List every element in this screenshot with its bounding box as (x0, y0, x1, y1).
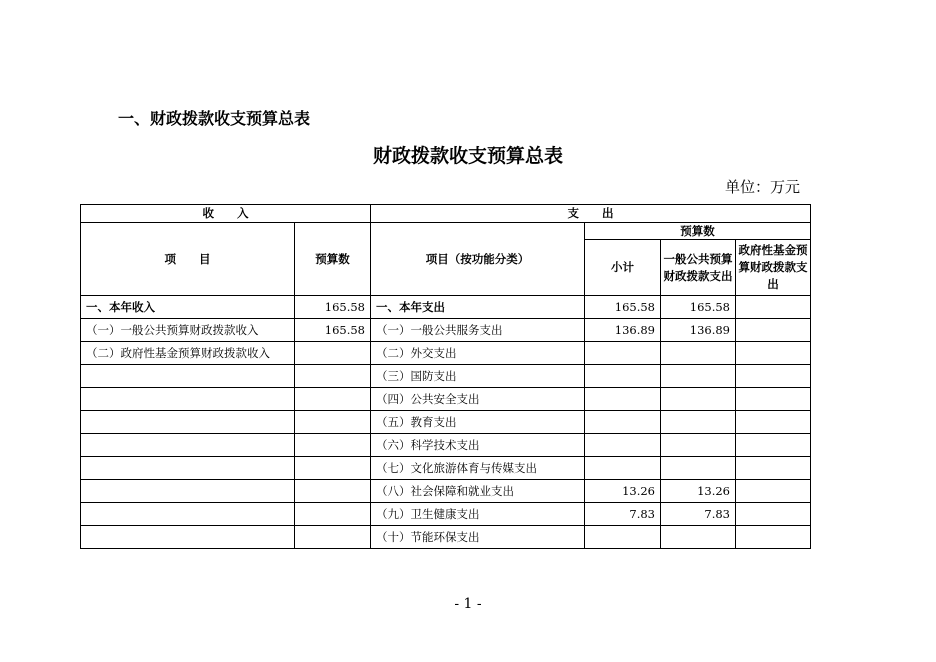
subtotal-cell (585, 457, 661, 480)
budget-header: 预算数 (295, 223, 371, 296)
income-item-cell (81, 388, 295, 411)
expense-item-cell: 一、本年支出 (371, 296, 585, 319)
expense-item-cell: （四）公共安全支出 (371, 388, 585, 411)
table-row (81, 411, 811, 434)
income-item-cell (81, 411, 295, 434)
fund-budget-cell (736, 388, 811, 411)
subtotal-cell (585, 526, 661, 549)
header-row-1 (81, 205, 811, 223)
general-budget-cell (661, 342, 736, 365)
table-row (81, 457, 811, 480)
income-budget-cell (295, 365, 371, 388)
table-row (81, 296, 811, 319)
income-item-cell: （二）政府性基金预算财政拨款收入 (81, 342, 295, 365)
expense-item-cell: （五）教育支出 (371, 411, 585, 434)
table-row (81, 342, 811, 365)
fund-budget-cell (736, 434, 811, 457)
income-item-cell (81, 434, 295, 457)
expense-item-cell: （三）国防支出 (371, 365, 585, 388)
general-budget-cell (661, 457, 736, 480)
expense-item-cell: （六）科学技术支出 (371, 434, 585, 457)
table-row (81, 434, 811, 457)
subtotal-cell (585, 411, 661, 434)
income-item-cell (81, 365, 295, 388)
table-row (81, 526, 811, 549)
subtotal-cell: 165.58 (585, 296, 661, 319)
income-budget-cell (295, 526, 371, 549)
expense-header: 支 出 (371, 205, 811, 223)
fund-budget-cell (736, 503, 811, 526)
fund-budget-cell (736, 296, 811, 319)
header-row-2 (81, 223, 811, 240)
subtotal-cell: 136.89 (585, 319, 661, 342)
income-item-cell: （一）一般公共预算财政拨款收入 (81, 319, 295, 342)
income-budget-cell (295, 411, 371, 434)
table-row (81, 388, 811, 411)
general-budget-cell (661, 388, 736, 411)
fund-budget-header: 政府性基金预算财政拨款支出 (736, 240, 811, 296)
budget-table (80, 204, 811, 549)
general-budget-cell: 136.89 (661, 319, 736, 342)
income-header: 收 入 (81, 205, 371, 223)
general-budget-cell (661, 526, 736, 549)
item-func-header: 项目（按功能分类） (371, 223, 585, 296)
table-row (81, 503, 811, 526)
income-budget-cell (295, 503, 371, 526)
income-budget-cell (295, 480, 371, 503)
fund-budget-cell (736, 319, 811, 342)
general-budget-header: 一般公共预算财政拨款支出 (661, 240, 736, 296)
subtotal-cell: 7.83 (585, 503, 661, 526)
general-budget-cell: 13.26 (661, 480, 736, 503)
income-budget-cell: 165.58 (295, 319, 371, 342)
unit-label: 单位：万元 (724, 178, 800, 196)
general-budget-cell: 165.58 (661, 296, 736, 319)
fund-budget-cell (736, 342, 811, 365)
expense-item-cell: （七）文化旅游体育与传媒支出 (371, 457, 585, 480)
subtotal-cell (585, 388, 661, 411)
subtotal-cell (585, 434, 661, 457)
expense-item-cell: （二）外交支出 (371, 342, 585, 365)
income-budget-cell (295, 434, 371, 457)
expense-item-cell: （八）社会保障和就业支出 (371, 480, 585, 503)
fund-budget-cell (736, 411, 811, 434)
budget-group-header: 预算数 (585, 223, 811, 240)
fund-budget-cell (736, 526, 811, 549)
page-number: - 1 - (454, 596, 482, 612)
page-title: 财政拨款收支预算总表 (372, 145, 563, 167)
subtotal-header: 小计 (585, 240, 661, 296)
fund-budget-cell (736, 457, 811, 480)
subtotal-cell (585, 342, 661, 365)
subtotal-cell: 13.26 (585, 480, 661, 503)
income-item-cell (81, 480, 295, 503)
expense-item-cell: （一）一般公共服务支出 (371, 319, 585, 342)
expense-item-cell: （九）卫生健康支出 (371, 503, 585, 526)
income-budget-cell (295, 342, 371, 365)
income-budget-cell (295, 457, 371, 480)
general-budget-cell (661, 411, 736, 434)
table-row (81, 480, 811, 503)
income-item-cell (81, 503, 295, 526)
item-header: 项 目 (81, 223, 295, 296)
fund-budget-cell (736, 480, 811, 503)
subtotal-cell (585, 365, 661, 388)
section-title: 一、财政拨款收支预算总表 (118, 109, 311, 128)
income-item-cell: 一、本年收入 (81, 296, 295, 319)
income-item-cell (81, 457, 295, 480)
income-item-cell (81, 526, 295, 549)
income-budget-cell (295, 388, 371, 411)
general-budget-cell (661, 434, 736, 457)
table-row (81, 319, 811, 342)
fund-budget-cell (736, 365, 811, 388)
table-row (81, 365, 811, 388)
general-budget-cell: 7.83 (661, 503, 736, 526)
income-budget-cell: 165.58 (295, 296, 371, 319)
expense-item-cell: （十）节能环保支出 (371, 526, 585, 549)
general-budget-cell (661, 365, 736, 388)
